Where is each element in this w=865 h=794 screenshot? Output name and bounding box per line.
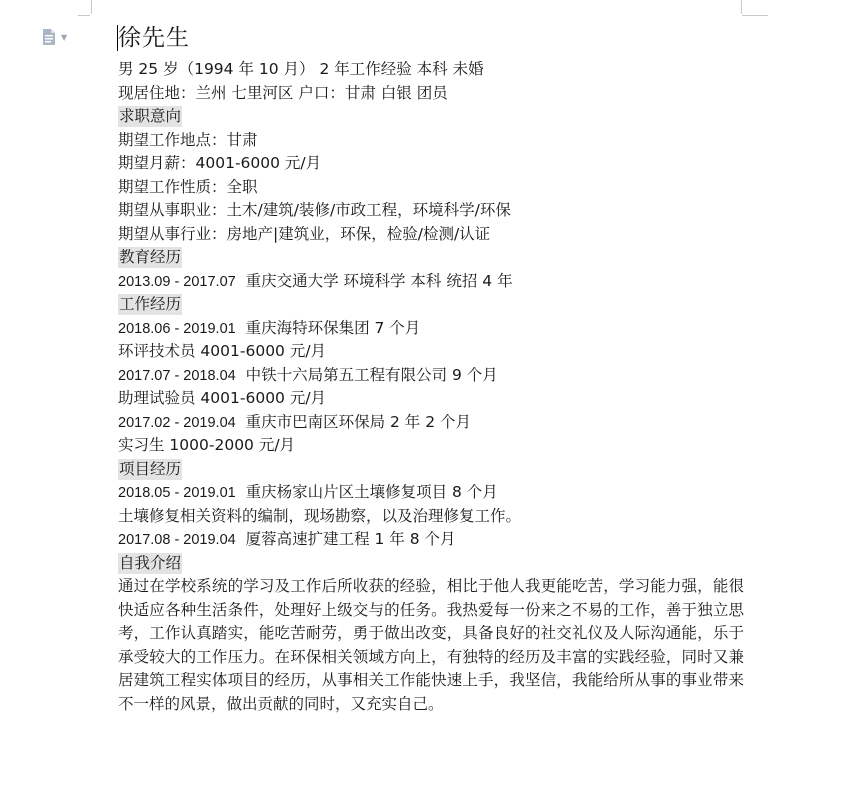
education-entry xyxy=(118,270,748,294)
expected-job-nature: 期望工作性质：全职 xyxy=(118,177,258,196)
work-date: 2017.07 - 2018.04 xyxy=(118,367,236,384)
work-position: 环评技术员 4001-6000 元/月 xyxy=(118,342,327,360)
resume-name xyxy=(118,22,748,54)
section-heading-work: 工作经历 xyxy=(119,295,182,313)
work-detail: 重庆市巴南区环保局 2 年 2 个月 xyxy=(245,412,472,431)
expected-occupation: 期望从事职业：土木/建筑/装修/市政工程，环境科学/环保 xyxy=(118,201,511,219)
project-detail: 厦蓉高速扩建工程 1 年 8 个月 xyxy=(245,530,456,548)
work-position: 实习生 1000-2000 元/月 xyxy=(118,436,296,454)
page-crop-mark-left xyxy=(90,0,92,14)
page-crop-mark-right-h xyxy=(742,14,768,16)
work-detail: 重庆海特环保集团 7 个月 xyxy=(245,318,421,337)
work-entry xyxy=(118,317,748,341)
expected-salary: 期望月薪：4001-6000 元/月 xyxy=(118,154,322,172)
paragraph-options-button[interactable] xyxy=(41,28,67,46)
section-heading-job-intention: 求职意向 xyxy=(119,107,182,125)
project-date: 2017.08 - 2019.04 xyxy=(118,532,236,548)
expected-industry: 期望从事行业：房地产|建筑业，环保，检验/检测/认证 xyxy=(118,224,491,243)
section-heading-projects: 项目经历 xyxy=(119,459,182,478)
work-date: 2017.02 - 2019.04 xyxy=(118,414,236,431)
resume-name-text: 徐先生 xyxy=(118,25,190,51)
education-date: 2013.09 - 2017.07 xyxy=(118,273,236,290)
residence-info: 现居住地：兰州 七里河区 户口：甘肃 白银 团员 xyxy=(118,83,448,102)
expected-location: 期望工作地点：甘肃 xyxy=(118,130,258,149)
document-paragraph-icon xyxy=(41,28,57,46)
work-date: 2018.06 - 2019.01 xyxy=(118,320,236,337)
project-entry xyxy=(118,528,748,552)
text-cursor xyxy=(117,25,118,51)
section-heading-education: 教育经历 xyxy=(119,248,182,266)
project-date: 2018.05 - 2019.01 xyxy=(118,485,236,501)
page-crop-mark-right xyxy=(741,0,743,14)
project-entry xyxy=(118,481,748,505)
work-entry xyxy=(118,364,748,388)
work-position: 助理试验员 4001-6000 元/月 xyxy=(118,389,327,407)
work-detail: 中铁十六局第五工程有限公司 9 个月 xyxy=(245,365,498,384)
page-crop-mark-left-h xyxy=(78,14,90,16)
basic-info: 男 25 岁（1994 年 10 月） 2 年工作经验 本科 未婚 xyxy=(118,60,484,78)
section-heading-self-intro: 自我介绍 xyxy=(119,553,182,572)
chevron-down-icon: ▼ xyxy=(61,32,68,42)
project-description: 土壤修复相关资料的编制，现场勘察，以及治理修复工作。 xyxy=(118,506,522,525)
work-entry xyxy=(118,411,748,435)
resume-document[interactable] xyxy=(118,22,748,716)
self-intro-text: 通过在学校系统的学习及工作后所收获的经验，相比于他人我更能吃苦，学习能力强，能很快适应各种生活条件，处理好上级交与的任务。我热爱每一份来之不易的工作，善于独立思考，工作认真踏实，能吃苦耐劳，勇于做出改变，具备良好的社交礼仪及人际沟通能，乐于承受较大的工作压力。在环保相关领域方向上，有独特的经历及丰富的实践经验，同时又兼居建筑工程实体项目的经历，从事相关工作能快速上手，我坚信，我能给所从事的事业带来不一样的风景，做出贡献的同时，又充实自己。 xyxy=(118,577,744,713)
education-detail: 重庆交通大学 环境科学 本科 统招 4 年 xyxy=(245,271,513,290)
project-detail: 重庆杨家山片区土壤修复项目 8 个月 xyxy=(245,483,498,501)
